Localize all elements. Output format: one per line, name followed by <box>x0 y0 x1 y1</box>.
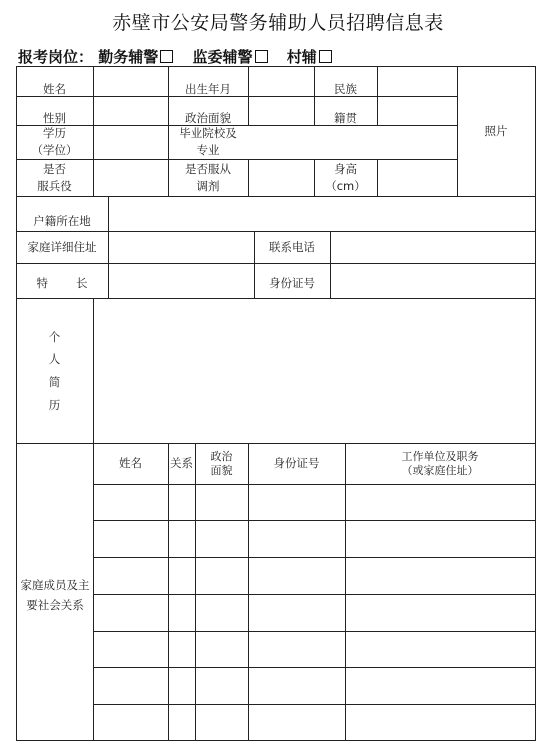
input-school[interactable] <box>249 126 457 159</box>
label-family: 家庭成员及主要社会关系 <box>20 578 90 612</box>
input-served[interactable] <box>94 160 168 196</box>
input-address[interactable] <box>109 232 254 263</box>
label-resume-char3: 简 <box>48 375 61 389</box>
label-height <box>314 159 377 196</box>
input-assign[interactable] <box>249 160 314 196</box>
label-height-line2: （cm） <box>325 178 366 193</box>
input-politics[interactable] <box>249 97 314 125</box>
col-family-relation: 关系 <box>170 456 193 471</box>
checkbox-village[interactable] <box>319 50 332 63</box>
position-line <box>18 46 346 67</box>
label-school-line1: 毕业院校及 <box>179 126 237 141</box>
input-resume[interactable] <box>94 299 535 443</box>
col-family-work-line1: 工作单位及职务 <box>401 450 479 464</box>
position-label: 报考岗位： <box>18 48 94 66</box>
checkbox-patrol[interactable] <box>160 50 173 63</box>
checkbox-supervision[interactable] <box>255 50 268 63</box>
label-resume-char4: 历 <box>48 397 61 412</box>
label-phone: 联系电话 <box>269 239 315 254</box>
label-education <box>16 125 93 159</box>
input-id-number[interactable] <box>331 264 535 298</box>
input-height[interactable] <box>378 160 457 196</box>
col-family-politics-line2: 面貌 <box>210 463 233 477</box>
label-resume-char2: 人 <box>48 352 61 367</box>
option-label-patrol: 勤务辅警 <box>98 48 159 66</box>
col-family-name: 姓名 <box>119 456 142 471</box>
label-served-line1: 是否 <box>43 161 66 176</box>
label-assign <box>168 159 248 196</box>
label-specialty-char2: 长 <box>76 276 88 291</box>
label-height-line1: 身高 <box>334 161 357 176</box>
input-name[interactable] <box>94 67 168 96</box>
label-native: 籍贯 <box>334 110 357 125</box>
label-school-line2: 专业 <box>196 143 220 157</box>
label-education-line2: （学位） <box>31 143 78 157</box>
label-assign-line1: 是否服从 <box>185 161 231 176</box>
label-assign-line2: 调剂 <box>196 178 220 193</box>
input-specialty[interactable] <box>109 264 254 298</box>
label-politics: 政治面貌 <box>185 110 231 125</box>
option-label-village: 村辅 <box>286 48 317 66</box>
input-phone[interactable] <box>331 232 535 263</box>
label-served-line2: 服兵役 <box>37 178 72 193</box>
label-school <box>168 125 248 159</box>
col-family-work <box>345 443 535 484</box>
label-birth: 出生年月 <box>185 81 231 96</box>
label-specialty-char1: 特 <box>36 276 48 291</box>
input-birth[interactable] <box>249 67 314 96</box>
photo-box[interactable]: 照片 <box>484 123 508 138</box>
input-native[interactable] <box>378 97 457 125</box>
application-form-table <box>16 66 536 741</box>
label-household: 户籍所在地 <box>33 214 91 229</box>
label-name: 姓名 <box>43 81 66 96</box>
col-family-politics <box>195 443 248 484</box>
input-household[interactable] <box>109 197 535 231</box>
label-resume <box>16 331 93 411</box>
label-served <box>16 159 93 196</box>
input-ethnicity[interactable] <box>378 67 457 96</box>
label-gender: 性别 <box>43 110 66 125</box>
label-id-number: 身份证号 <box>269 276 315 291</box>
label-specialty <box>16 266 108 301</box>
label-address: 家庭详细住址 <box>27 239 97 254</box>
col-family-id: 身份证号 <box>273 456 320 471</box>
option-label-supervision: 监委辅警 <box>192 48 253 66</box>
col-family-work-line2: （或家庭住址） <box>401 463 479 477</box>
label-resume-char1: 个 <box>48 329 61 344</box>
input-education[interactable] <box>94 126 168 159</box>
label-ethnicity: 民族 <box>334 81 357 96</box>
col-family-politics-line1: 政治 <box>210 450 233 464</box>
page-title: 赤壁市公安局警务辅助人员招聘信息表 <box>112 12 444 34</box>
label-education-line1: 学历 <box>43 126 66 141</box>
input-gender[interactable] <box>94 97 168 125</box>
